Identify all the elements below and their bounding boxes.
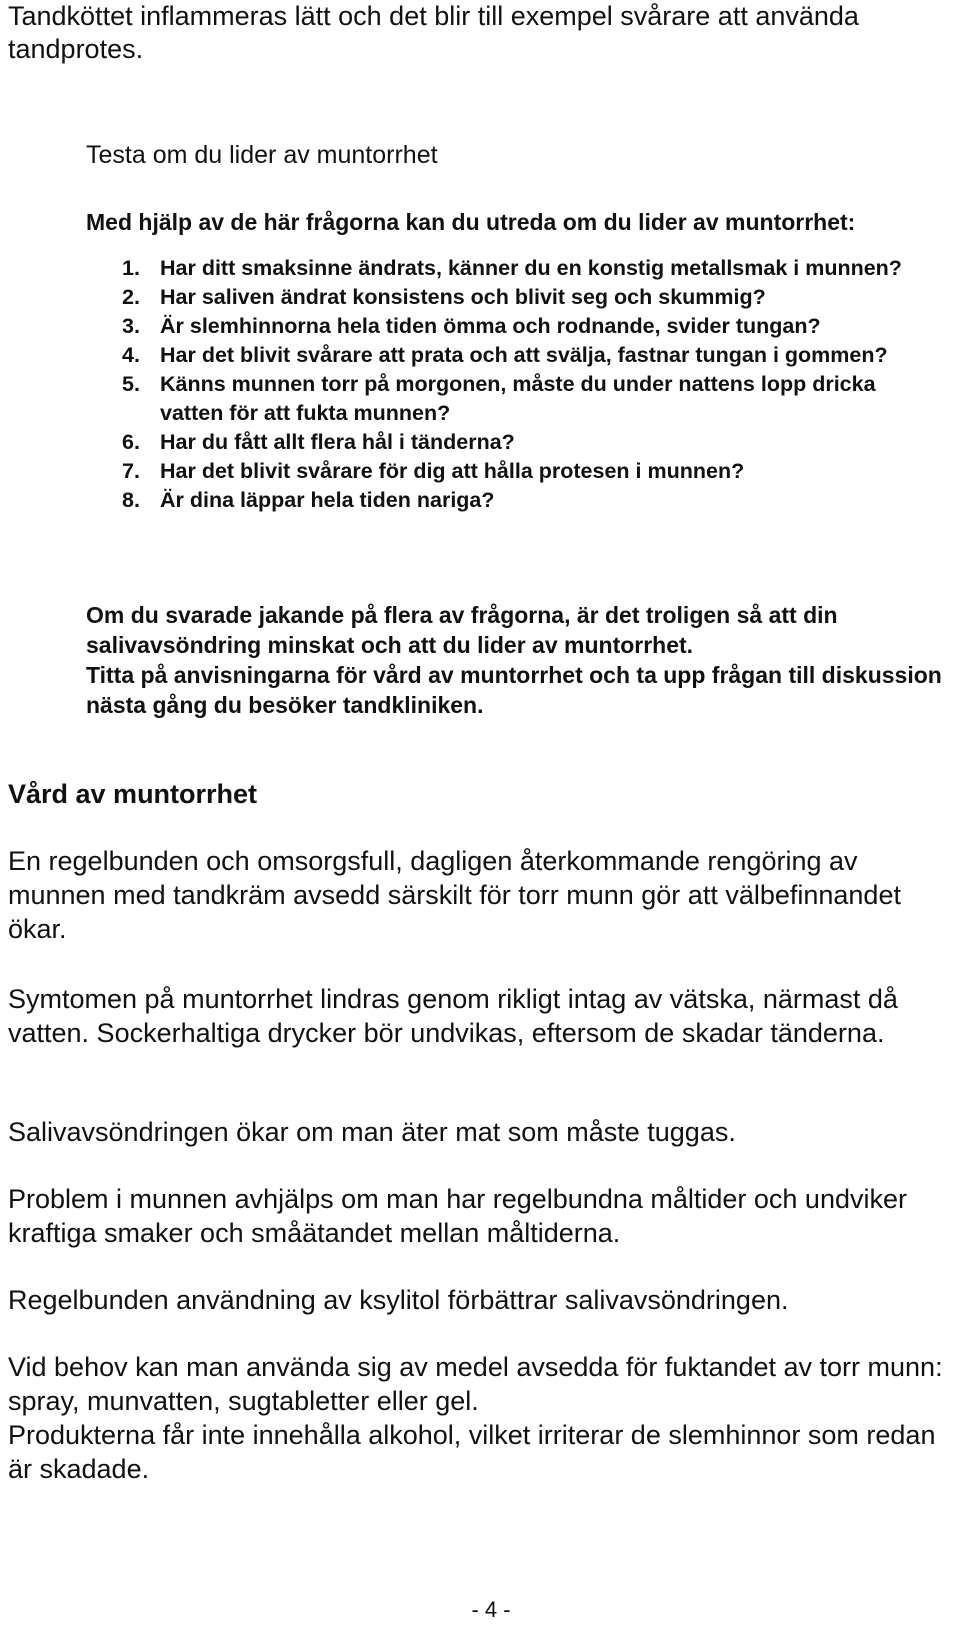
question-item: [122, 370, 942, 428]
care-text: Regelbunden användning av ksylitol förbättrar salivavsöndringen.: [8, 1285, 789, 1315]
question-item: [122, 457, 942, 486]
test-heading: Testa om du lider av muntorrhet: [86, 141, 438, 169]
care-text: En regelbunden och omsorgsfull, dagligen återkommande rengöring av munnen med tandkräm avsedd särskilt för torr munn gör att välbefinnandet ökar.: [8, 846, 901, 944]
care-paragraph-cleaning: [8, 844, 953, 946]
test-conclusion: [86, 600, 946, 720]
question-number: 3.: [122, 314, 140, 338]
care-text: Problem i munnen avhjälps om man har regelbundna måltider och undviker kraftiga smaker och småätandet mellan måltiderna.: [8, 1184, 907, 1248]
care-paragraph-meals: [8, 1182, 953, 1250]
question-text: Har ditt smaksinne ändrats, känner du en konstig metallsmak i munnen?: [160, 256, 902, 280]
question-number: 4.: [122, 343, 140, 367]
question-number: 1.: [122, 256, 140, 280]
care-paragraph-products: [8, 1350, 953, 1486]
conclusion-result: Om du svarade jakande på flera av frågorna, är det troligen så att din salivavsöndring minskat och att du lider av muntorrhet.: [86, 602, 838, 658]
care-paragraph-xylitol: [8, 1283, 953, 1317]
test-lead-text: Med hjälp av de här frågorna kan du utreda om du lider av muntorrhet:: [86, 209, 856, 235]
question-item: [122, 283, 942, 312]
care-text: Vid behov kan man använda sig av medel avsedda för fuktandet av torr munn: spray, munvatten, sugtabletter eller gel.: [8, 1352, 943, 1416]
care-text: Salivavsöndringen ökar om man äter mat som måste tuggas.: [8, 1117, 736, 1147]
question-item: [122, 428, 942, 457]
question-item: [122, 486, 942, 515]
question-item: [122, 312, 942, 341]
question-text: Har saliven ändrat konsistens och blivit seg och skummig?: [160, 285, 766, 309]
care-text: Produkterna får inte innehålla alkohol, vilket irriterar de slemhinnor som redan är skadade.: [8, 1420, 936, 1484]
question-number: 5.: [122, 372, 140, 396]
question-number: 7.: [122, 459, 140, 483]
question-text: Har det blivit svårare att prata och att svälja, fastnar tungan i gommen?: [160, 343, 888, 367]
care-text: Symtomen på muntorrhet lindras genom rikligt intag av vätska, närmast då vatten. Sockerhaltiga drycker bör undvikas, eftersom de skadar tänderna.: [8, 984, 898, 1048]
page-number: - 4 -: [471, 1597, 511, 1622]
question-item: [122, 341, 942, 370]
intro-paragraph: Tandköttet inflammeras lätt och det blir till exempel svårare att använda tandprotes.: [8, 1, 859, 64]
question-text: Har du fått allt flera hål i tänderna?: [160, 430, 515, 454]
question-item: [122, 254, 942, 283]
question-text: Känns munnen torr på morgonen, måste du under nattens lopp dricka vatten för att fukta munnen?: [160, 372, 876, 425]
question-number: 8.: [122, 488, 140, 512]
conclusion-advice: Titta på anvisningarna för vård av muntorrhet och ta upp frågan till diskussion nästa gång du besöker tandkliniken.: [86, 662, 942, 718]
care-paragraph-chewing: [8, 1115, 953, 1149]
care-paragraph-fluids: [8, 982, 953, 1050]
care-heading: Vård av muntorrhet: [8, 779, 258, 809]
question-text: Är dina läppar hela tiden nariga?: [160, 488, 495, 512]
question-text: Har det blivit svårare för dig att hålla protesen i munnen?: [160, 459, 745, 483]
question-text: Är slemhinnorna hela tiden ömma och rodnande, svider tungan?: [160, 314, 821, 338]
question-number: 2.: [122, 285, 140, 309]
question-list: [122, 254, 942, 515]
question-number: 6.: [122, 430, 140, 454]
